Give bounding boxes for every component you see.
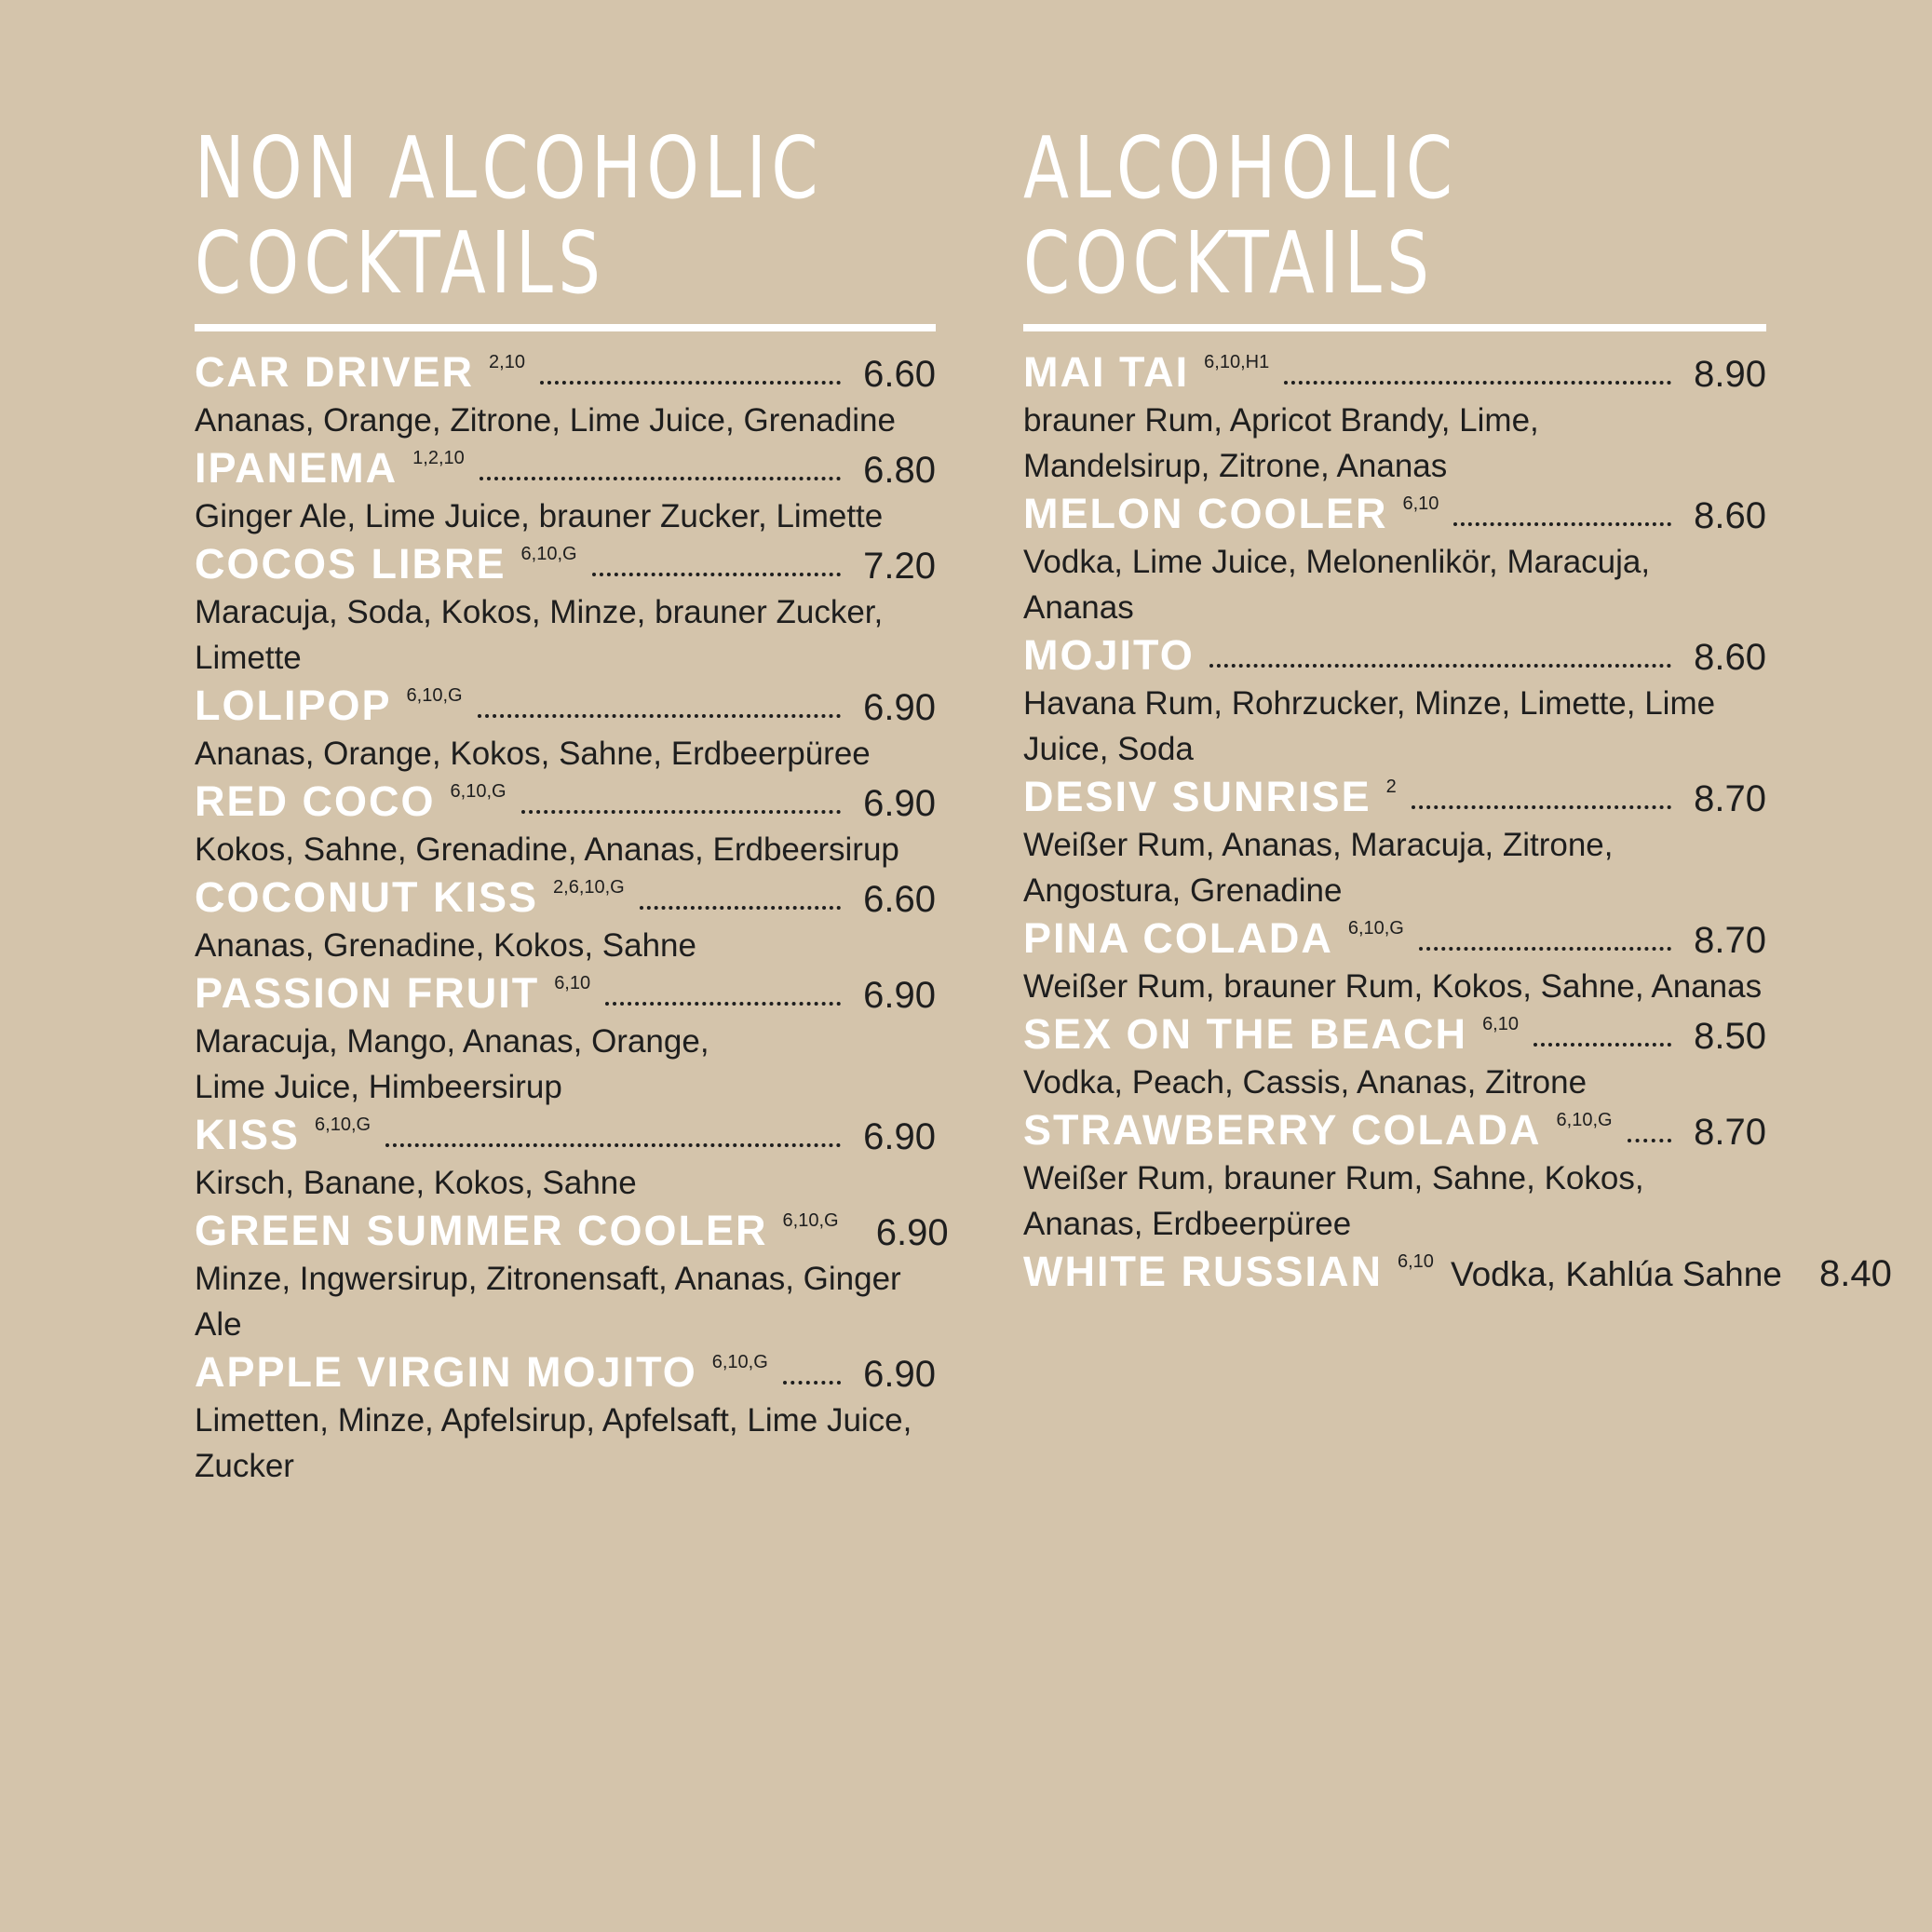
item-name: PASSION FRUIT [195,969,540,1017]
menu-item-row [195,777,936,827]
heading-line-1: NON ALCOHOLIC [195,118,823,218]
menu-item [195,873,936,968]
item-name: SEX ON THE BEACH [1023,1010,1468,1058]
dot-leader [540,375,841,385]
item-description: Kokos, Sahne, Grenadine, Ananas, Erdbeersirup [195,831,899,868]
item-description: Ginger Ale, Lime Juice, brauner Zucker, Limette [195,498,884,534]
item-description: brauner Rum, Apricot Brandy, Lime, Mandelsirup, Zitrone, Ananas [1023,402,1539,484]
item-description: Ananas, Grenadine, Kokos, Sahne [195,927,696,964]
item-name: LOLIPOP [195,682,392,729]
menu-item [195,682,936,777]
non-alcoholic-list [195,348,949,1489]
allergen-codes: 6,10 [554,973,591,993]
menu-item [195,1207,949,1347]
menu-item-row [1023,914,1766,964]
menu-item [195,1111,936,1206]
allergen-codes: 2,6,10,G [553,877,625,898]
allergen-codes: 6,10,G [711,1352,768,1372]
menu-item-row [195,540,936,589]
item-price: 6.60 [863,879,936,920]
item-name: MOJITO [1023,631,1195,679]
allergen-codes: 6,10 [1482,1014,1519,1034]
dot-leader [1453,517,1671,526]
allergen-codes: 6,10,G [1347,918,1404,939]
item-price: 6.60 [863,354,936,395]
dot-leader [605,996,841,1006]
item-price: 6.90 [875,1212,949,1253]
item-description: Ananas, Orange, Zitrone, Lime Juice, Grenadine [195,402,896,439]
dot-leader [1533,1037,1671,1047]
dot-leader [783,1375,841,1385]
allergen-codes: 6,10,G [450,781,507,802]
item-name: APPLE VIRGIN MOJITO [195,1348,697,1396]
item-description: Ananas, Orange, Kokos, Sahne, Erdbeerpüree [195,736,871,772]
allergen-codes: 6,10 [1398,1251,1434,1272]
item-name: CAR DRIVER [195,348,475,396]
item-price: 6.90 [863,975,936,1016]
item-price: 8.40 [1819,1253,1892,1294]
menu-item [195,444,936,539]
allergen-codes: 6,10,H1 [1204,352,1270,372]
item-description: Weißer Rum, brauner Rum, Kokos, Sahne, Ananas [1023,968,1763,1005]
menu-item [195,348,936,443]
allergen-codes: 6,10,G [782,1210,839,1231]
allergen-codes: 6,10 [1402,493,1439,514]
heading-line-2: COCKTAILS [195,213,606,313]
item-description: Maracuja, Mango, Ananas, Orange, Lime Juice, Himbeersirup [195,1023,709,1105]
menu-item [195,540,936,681]
item-name: COCONUT KISS [195,873,539,921]
item-description: Havana Rum, Rohrzucker, Minze, Limette, Lime Juice, Soda [1023,685,1716,767]
menu-item [1023,631,1766,772]
menu-item-row [1023,1106,1766,1155]
item-description: Limetten, Minze, Apfelsirup, Apfelsaft, Lime Juice, Zucker [195,1402,912,1484]
menu-item-row [195,444,936,493]
item-name: WHITE RUSSIAN [1023,1248,1383,1295]
section-divider [195,324,936,331]
item-price: 8.60 [1694,637,1766,678]
dot-leader [521,804,841,814]
item-description: Weißer Rum, brauner Rum, Sahne, Kokos, Ananas, Erdbeerpüree [1023,1160,1644,1242]
non-alcoholic-heading [195,118,823,313]
item-price: 7.20 [863,546,936,587]
menu-item [195,777,936,872]
allergen-codes: 6,10,G [520,544,577,564]
item-name: PINA COLADA [1023,914,1333,962]
dot-leader [640,900,841,910]
item-price: 8.50 [1694,1016,1766,1057]
item-description: Kirsch, Banane, Kokos, Sahne [195,1165,637,1201]
menu-item [1023,1010,1766,1105]
menu-item-row [195,1207,949,1256]
allergen-codes: 6,10,G [1556,1110,1613,1130]
item-name: DESIV SUNRISE [1023,773,1371,820]
menu-item [1023,490,1766,630]
item-price: 8.70 [1694,1112,1766,1153]
dot-leader [385,1138,841,1147]
alcoholic-section [1023,118,1892,1297]
item-price: 6.90 [863,687,936,728]
non-alcoholic-section [195,118,949,1490]
dot-leader [1628,1133,1671,1142]
menu-item [195,969,936,1110]
item-name: MELON COOLER [1023,490,1388,537]
item-name: KISS [195,1111,301,1158]
item-name: GREEN SUMMER COOLER [195,1207,768,1254]
item-description: Weißer Rum, Ananas, Maracuja, Zitrone, Angostura, Grenadine [1023,827,1614,909]
section-divider [1023,324,1766,331]
heading-line-2: COCKTAILS [1023,213,1435,313]
item-price: 6.90 [863,1354,936,1395]
menu-item-row [195,1111,936,1160]
allergen-codes: 6,10,G [315,1115,372,1135]
menu-item-row [195,873,936,923]
menu-item [1023,348,1766,489]
item-name: MAI TAI [1023,348,1190,396]
menu-item-row [1023,773,1766,822]
item-price: 6.90 [863,1116,936,1157]
allergen-codes: 1,2,10 [412,448,465,468]
menu-item [195,1348,936,1489]
allergen-codes: 6,10,G [406,685,463,706]
item-name: COCOS LIBRE [195,540,507,588]
item-price: 8.60 [1694,495,1766,536]
item-price: 8.70 [1694,778,1766,819]
item-name: STRAWBERRY COLADA [1023,1106,1542,1154]
dot-leader [1412,800,1671,809]
item-price: 6.90 [863,783,936,824]
menu-item-row [195,969,936,1019]
allergen-codes: 2 [1385,777,1397,797]
menu-item [1023,1248,1892,1297]
dot-leader [480,471,841,480]
item-description: Maracuja, Soda, Kokos, Minze, brauner Zucker, Limette [195,594,884,676]
dot-leader [592,567,841,576]
item-price: 8.70 [1694,920,1766,961]
heading-line-1: ALCOHOLIC [1023,118,1458,218]
menu-item [1023,1106,1766,1247]
item-description: Minze, Ingwersirup, Zitronensaft, Ananas, Ginger Ale [195,1261,901,1343]
menu-item-row [195,348,936,398]
menu-item-row [1023,631,1766,681]
alcoholic-list [1023,348,1892,1297]
item-inline-description: Vodka, Kahlúa Sahne [1450,1255,1782,1293]
menu-item-row [195,682,936,731]
allergen-codes: 2,10 [489,352,525,372]
dot-leader [478,709,841,718]
menu-item [1023,914,1766,1009]
alcoholic-heading [1023,118,1602,313]
menu-item-row [1023,490,1766,539]
menu-item-row [1023,1010,1766,1060]
dot-leader [1284,375,1671,385]
menu-item-row [1023,348,1766,398]
dot-leader [1419,941,1671,951]
item-name: RED COCO [195,777,436,825]
item-price: 6.80 [863,450,936,491]
item-price: 8.90 [1694,354,1766,395]
menu-item [1023,773,1766,913]
menu-item-row [1023,1248,1892,1297]
menu-item-row [195,1348,936,1398]
item-name: IPANEMA [195,444,399,492]
dot-leader [1209,658,1671,668]
item-description: Vodka, Peach, Cassis, Ananas, Zitrone [1023,1064,1587,1101]
item-description: Vodka, Lime Juice, Melonenlikör, Maracuja, Ananas [1023,544,1651,626]
